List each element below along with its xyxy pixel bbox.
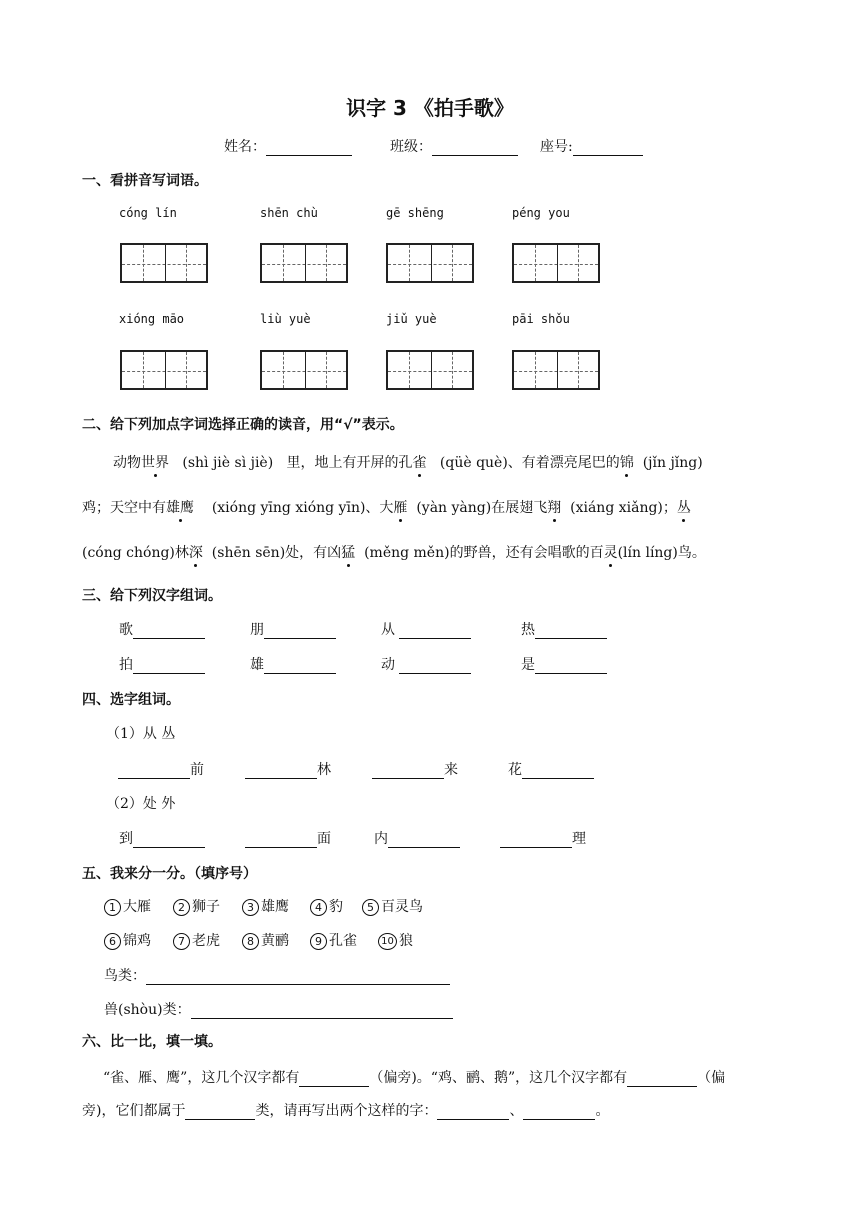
- pinyin-label: gē shēng: [386, 206, 444, 220]
- word-blank[interactable]: 理: [500, 828, 586, 848]
- name-blank[interactable]: [266, 141, 352, 156]
- section-3-heading: 三、给下列汉字组词。: [82, 588, 222, 604]
- pronunciation-choice[interactable]: (shì jiè sì jiè): [182, 455, 274, 471]
- page-title: 识字 3 《拍手歌》: [346, 96, 514, 120]
- dotted-word: 深: [188, 545, 203, 561]
- section-6-heading: 六、比一比，填一填。: [82, 1034, 222, 1050]
- pronunciation-choice[interactable]: (yàn yàng)在展翅飞: [416, 500, 548, 516]
- numbered-item: 5 百灵鸟: [362, 896, 423, 916]
- pinyin-label: xióng māo: [119, 312, 185, 326]
- word-blank[interactable]: 来: [372, 759, 458, 779]
- class-blank[interactable]: [432, 141, 518, 156]
- pinyin-label: liù yuè: [260, 312, 311, 326]
- writing-grid[interactable]: [386, 350, 474, 390]
- pronunciation-choice[interactable]: (qüè què)、有着漂亮尾巴的: [439, 455, 620, 471]
- pronunciation-choice[interactable]: (lín líng)鸟。: [617, 545, 706, 561]
- choice-group-1: （1）从 丛: [106, 726, 176, 742]
- pinyin-label: cóng lín: [119, 206, 177, 220]
- pronunciation-choice[interactable]: (xióng yīng xióng yīn)、大: [211, 500, 394, 516]
- compare-line-1[interactable]: “雀、雁、鹰”，这几个汉字都有 （偏旁)。“鸡、鹂、鹅”，这几个汉字都有 （偏: [103, 1070, 726, 1086]
- pinyin-label: jiǔ yuè: [386, 312, 437, 326]
- pronunciation-choice[interactable]: (měng měn)的野兽，还有会唱歌的百: [364, 545, 604, 561]
- section-4-heading: 四、选字组词。: [82, 692, 180, 708]
- class-label: 班级：: [390, 139, 432, 155]
- seat-label: 座号:: [540, 139, 573, 155]
- word-blank[interactable]: 到: [119, 828, 205, 848]
- section-2-heading: 二、给下列加点字词选择正确的读音，用“√”表示。: [82, 417, 404, 433]
- writing-grid[interactable]: [386, 243, 474, 283]
- choice-group-2: （2）处 外: [106, 796, 176, 812]
- numbered-item: 8 黄鹂: [242, 930, 289, 950]
- section-1-heading: 一、看拼音写词语。: [82, 173, 208, 189]
- section-5-heading: 五、我来分一分。（填序号）: [82, 866, 257, 882]
- numbered-item: 6 锦鸡: [104, 930, 151, 950]
- word-blank[interactable]: 是: [521, 654, 607, 674]
- writing-grid[interactable]: [512, 243, 600, 283]
- word-blank[interactable]: 动: [381, 654, 471, 674]
- dotted-word: 锦: [619, 455, 634, 471]
- dotted-word: 灵: [603, 545, 618, 561]
- numbered-item: 2 狮子: [173, 896, 220, 916]
- word-blank[interactable]: 从: [381, 619, 471, 639]
- writing-grid[interactable]: [120, 350, 208, 390]
- pronunciation-choice[interactable]: (shēn sēn)处，有凶: [211, 545, 342, 561]
- word-blank[interactable]: 拍: [119, 654, 205, 674]
- class-field[interactable]: [390, 136, 518, 156]
- compare-line-2[interactable]: 旁)，它们都属于 类，请再写出两个这样的字： 、 。: [82, 1103, 610, 1119]
- writing-grid[interactable]: [120, 243, 208, 283]
- numbered-item: 9 孔雀: [310, 930, 357, 950]
- numbered-item: 7 老虎: [173, 930, 220, 950]
- word-blank[interactable]: 雄: [250, 654, 336, 674]
- word-blank[interactable]: 花: [508, 759, 594, 779]
- pinyin-label: péng you: [512, 206, 570, 220]
- word-blank[interactable]: 内: [374, 828, 460, 848]
- seat-blank[interactable]: [573, 141, 643, 156]
- writing-grid[interactable]: [260, 243, 348, 283]
- word-blank[interactable]: 朋: [250, 619, 336, 639]
- reading-paragraph-line: 鸡；天空中有雄鹰 (xióng yīng xióng yīn)、大雁 (yàn yàng)在展翅飞翔 (xiáng xiǎng)；丛: [82, 500, 691, 516]
- reading-paragraph-line: [82, 542, 706, 562]
- word-blank[interactable]: 热: [521, 619, 607, 639]
- word-blank[interactable]: 林: [245, 759, 331, 779]
- dotted-word: 丛: [676, 500, 691, 516]
- seat-field[interactable]: [540, 136, 643, 156]
- dotted-word: 雁: [393, 500, 408, 516]
- name-label: 姓名：: [224, 139, 266, 155]
- dotted-word: 雀: [412, 455, 427, 471]
- pronunciation-choice[interactable]: (xiáng xiǎng)；: [570, 500, 677, 516]
- name-field[interactable]: [224, 136, 352, 156]
- bird-category[interactable]: 鸟类：: [104, 965, 450, 985]
- writing-grid[interactable]: [512, 350, 600, 390]
- pinyin-label: shēn chù: [260, 206, 318, 220]
- numbered-item: 3 雄鹰: [242, 896, 289, 916]
- dotted-word: 猛: [341, 545, 356, 561]
- numbered-item: 4 豹: [310, 896, 343, 916]
- pronunciation-choice[interactable]: (cóng chóng)林: [82, 545, 189, 561]
- dotted-word: 雄鹰: [166, 500, 194, 516]
- word-blank[interactable]: 面: [245, 828, 331, 848]
- dotted-word: 翔: [547, 500, 562, 516]
- word-blank[interactable]: 歌: [119, 619, 205, 639]
- pinyin-label: pāi shǒu: [512, 312, 570, 326]
- numbered-item: 1 大雁: [104, 896, 151, 916]
- reading-paragraph-line: 动物世界 (shì jiè sì jiè) 里，地上有开屏的孔雀 (qüè què)、有着漂亮尾巴的锦 (jǐn jǐng): [113, 455, 703, 471]
- dotted-word: 世界: [141, 455, 169, 471]
- numbered-item: 10 狼: [378, 930, 413, 950]
- pronunciation-choice[interactable]: (jǐn jǐng): [642, 455, 703, 471]
- beast-category[interactable]: 兽(shòu)类：: [104, 999, 453, 1019]
- writing-grid[interactable]: [260, 350, 348, 390]
- word-blank[interactable]: 前: [118, 759, 204, 779]
